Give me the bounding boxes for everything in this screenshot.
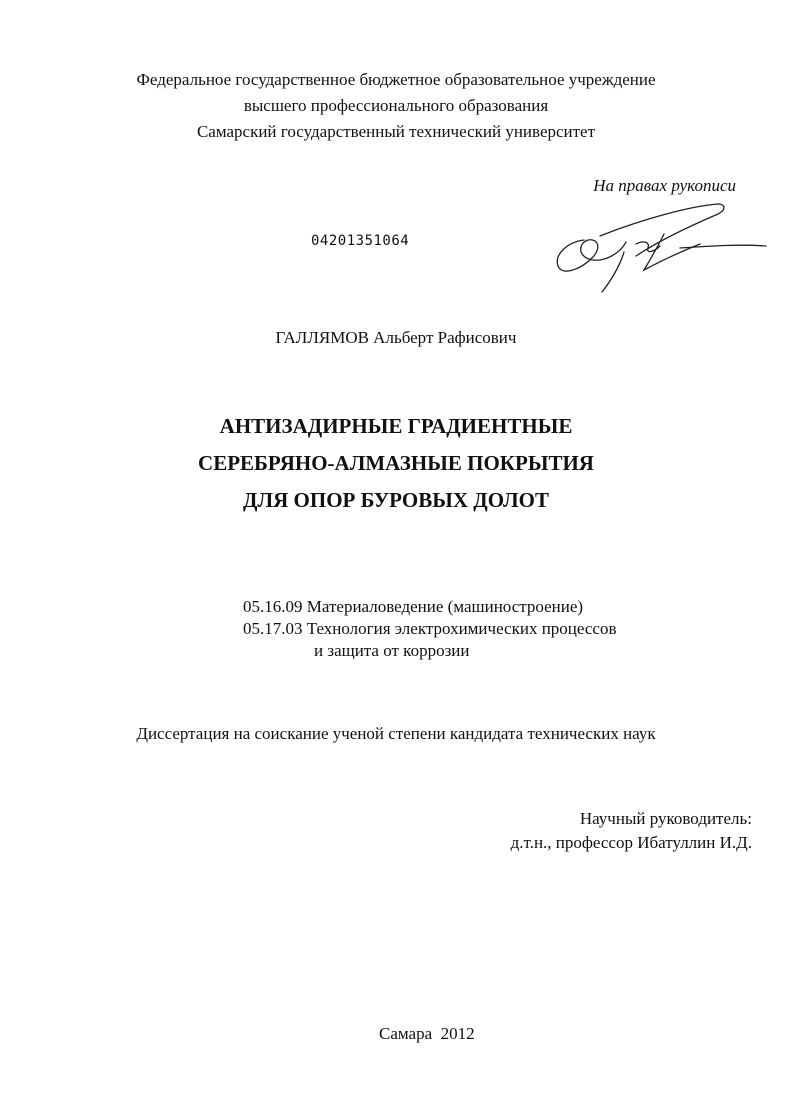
signature-stroke-down <box>602 252 624 292</box>
supervisor-name: д.т.н., профессор Ибатуллин И.Д. <box>510 833 752 852</box>
institution-line-1: Федеральное государственное бюджетное образовательное учреждение <box>136 70 656 89</box>
institution-header <box>0 67 792 145</box>
specialty-1: 05.16.09 Материаловедение (машиностроение) <box>243 597 584 616</box>
specialty-2-continued: и защита от коррозии <box>314 641 470 660</box>
specialty-2: 05.17.03 Технология электрохимических процессов <box>243 619 617 638</box>
signature-stroke-loop <box>557 240 626 271</box>
dissertation-statement: Диссертация на соискание ученой степени кандидата технических наук <box>136 724 656 743</box>
document-code: 04201351064 <box>311 233 410 249</box>
signature-stroke-right <box>644 234 700 270</box>
city-year: Самара 2012 <box>379 1024 475 1043</box>
supervisor-block <box>511 807 752 855</box>
dissertation-title <box>0 408 792 519</box>
title-line-2: СЕРЕБРЯНО-АЛМАЗНЫЕ ПОКРЫТИЯ <box>198 451 594 475</box>
institution-line-3: Самарский государственный технический университет <box>196 122 596 141</box>
author-name: ГАЛЛЯМОВ Альберт Рафисович <box>275 328 517 347</box>
title-line-3: ДЛЯ ОПОР БУРОВЫХ ДОЛОТ <box>243 488 549 512</box>
title-line-1: АНТИЗАДИРНЫЕ ГРАДИЕНТНЫЕ <box>219 414 573 438</box>
supervisor-label: Научный руководитель: <box>579 809 752 828</box>
manuscript-rights: На правах рукописи <box>593 176 736 195</box>
signature <box>540 196 770 296</box>
signature-stroke-tail <box>680 245 766 248</box>
institution-line-2: высшего профессионального образования <box>243 96 549 115</box>
signature-stroke-upper <box>600 204 724 256</box>
